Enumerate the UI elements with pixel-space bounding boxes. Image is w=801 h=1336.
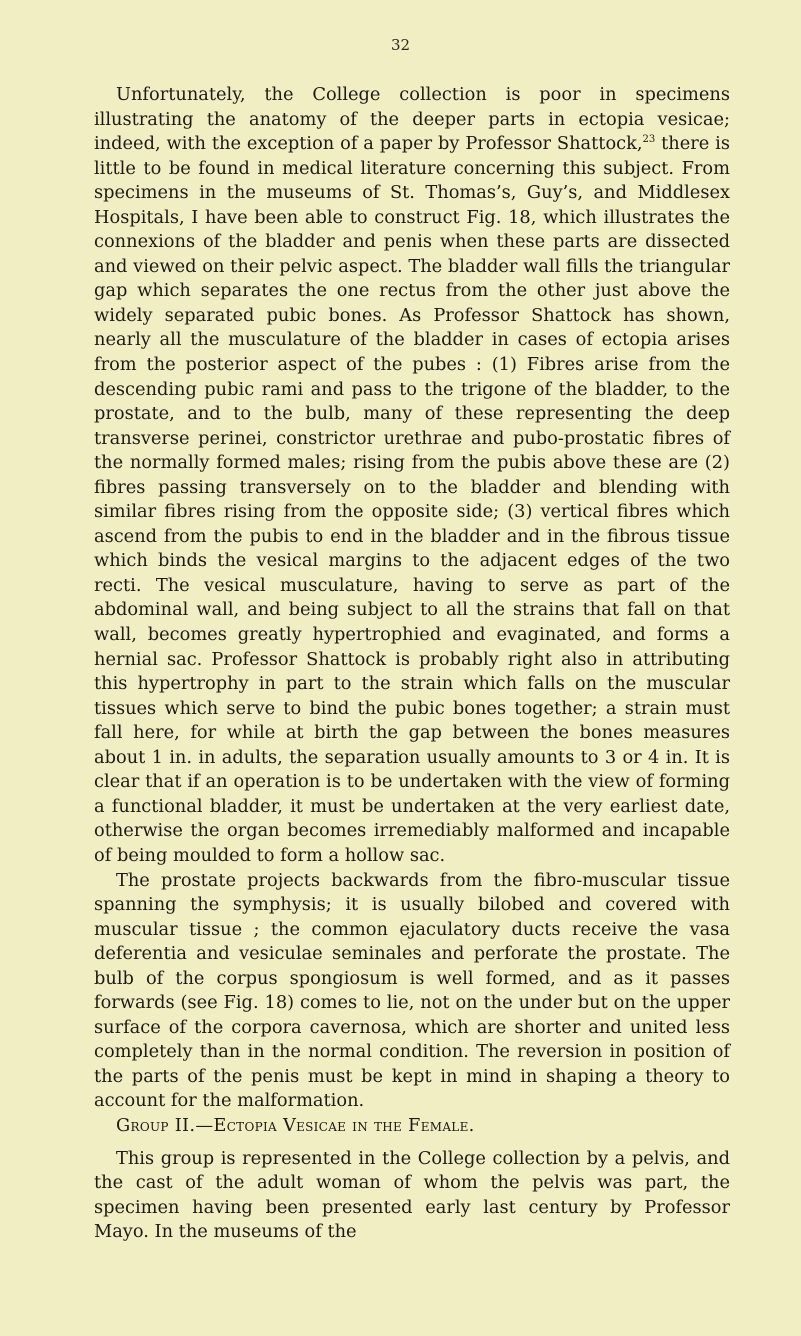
paragraph-text-part: Unfortunately, the College collection is poor in specimens illustrating the anatomy of the deeper parts in ectopia vesicae; indeed, with the exception of a paper by Professor Shattock, [94, 84, 730, 155]
body-text [94, 83, 730, 1245]
section-heading-title: Ectopia Vesicae in the Female. [213, 1114, 475, 1136]
section-heading [94, 1114, 730, 1139]
section-heading-dash: — [195, 1114, 214, 1136]
paragraph-prostate: The prostate projects backwards from the fibro-muscular tissue spanning the symphysis; it is usually bilobed and covered with muscular tissue ; the common ejaculatory ducts receive the vasa deferentia and vesiculae seminales and perforate the prostate. The bulb of the corpus spongiosum is well formed, and as it passes forwards (see Fig. 18) comes to lie, not on the under but on the upper surface of the corpora cavernosa, which are shorter and united less completely than in the normal condition. The reversion in position of the parts of the penis must be kept in mind in shaping a theory to account for the malformation. [94, 869, 730, 1112]
section-heading-label: Group II. [116, 1114, 196, 1136]
paragraph-text-part: there is little to be found in medical literature concerning this subject. From specimens in the museums of St. Thomas’s, Guy’s, and Middlesex Hospitals, I have been able to construct Fig. 18, which illustrates the connexions of the bladder and penis when these parts are dissected and viewed on their pelvic aspect. The bladder wall fills the triangular gap which separates the one rectus from the other just above the widely separated pubic bones. As Professor Shattock has shown, nearly all the musculature of the bladder in cases of ectopia arises from the posterior aspect of the pubes : (1) Fibres arise from the descending pubic rami and pass to the trigone of the bladder, to the prostate, and to the bulb, many of these representing the deep transverse perinei, constrictor urethrae and pubo-prostatic fibres of the normally formed males; rising from the pubis above these are (2) fibres passing transversely on to the bladder and blending with similar fibres rising from the opposite side; (3) vertical fibres which ascend from the pubis to end in the bladder and in the fibrous tissue which binds the vesical margins to the adjacent edges of the two recti. The vesical musculature, having to serve as part of the abdominal wall, and being subject to all the strains that fall on that wall, becomes greatly hypertrophied and evaginated, and forms a hernial sac. Professor Shattock is probably right also in attributing this hypertrophy in part to the strain which falls on the muscular tissues which serve to bind the pubic bones together; a strain must fall here, for while at birth the gap between the bones measures about 1 in. in adults, the separation usually amounts to 3 or 4 in. It is clear that if an operation is to be undertaken with the view of forming a functional bladder, it must be undertaken at the very earliest date, otherwise the organ becomes irremediably malformed and incapable of being moulded to form a hollow sac. [94, 133, 730, 866]
page-number: 32 [390, 36, 411, 54]
paragraph-shattock [94, 83, 730, 869]
footnote-reference: 23 [642, 134, 656, 146]
paragraph-group-two: This group is represented in the College collection by a pelvis, and the cast of the adult woman of whom the pelvis was part, the specimen having been presented early last century by Professor Mayo. In the museums of the [94, 1147, 730, 1243]
